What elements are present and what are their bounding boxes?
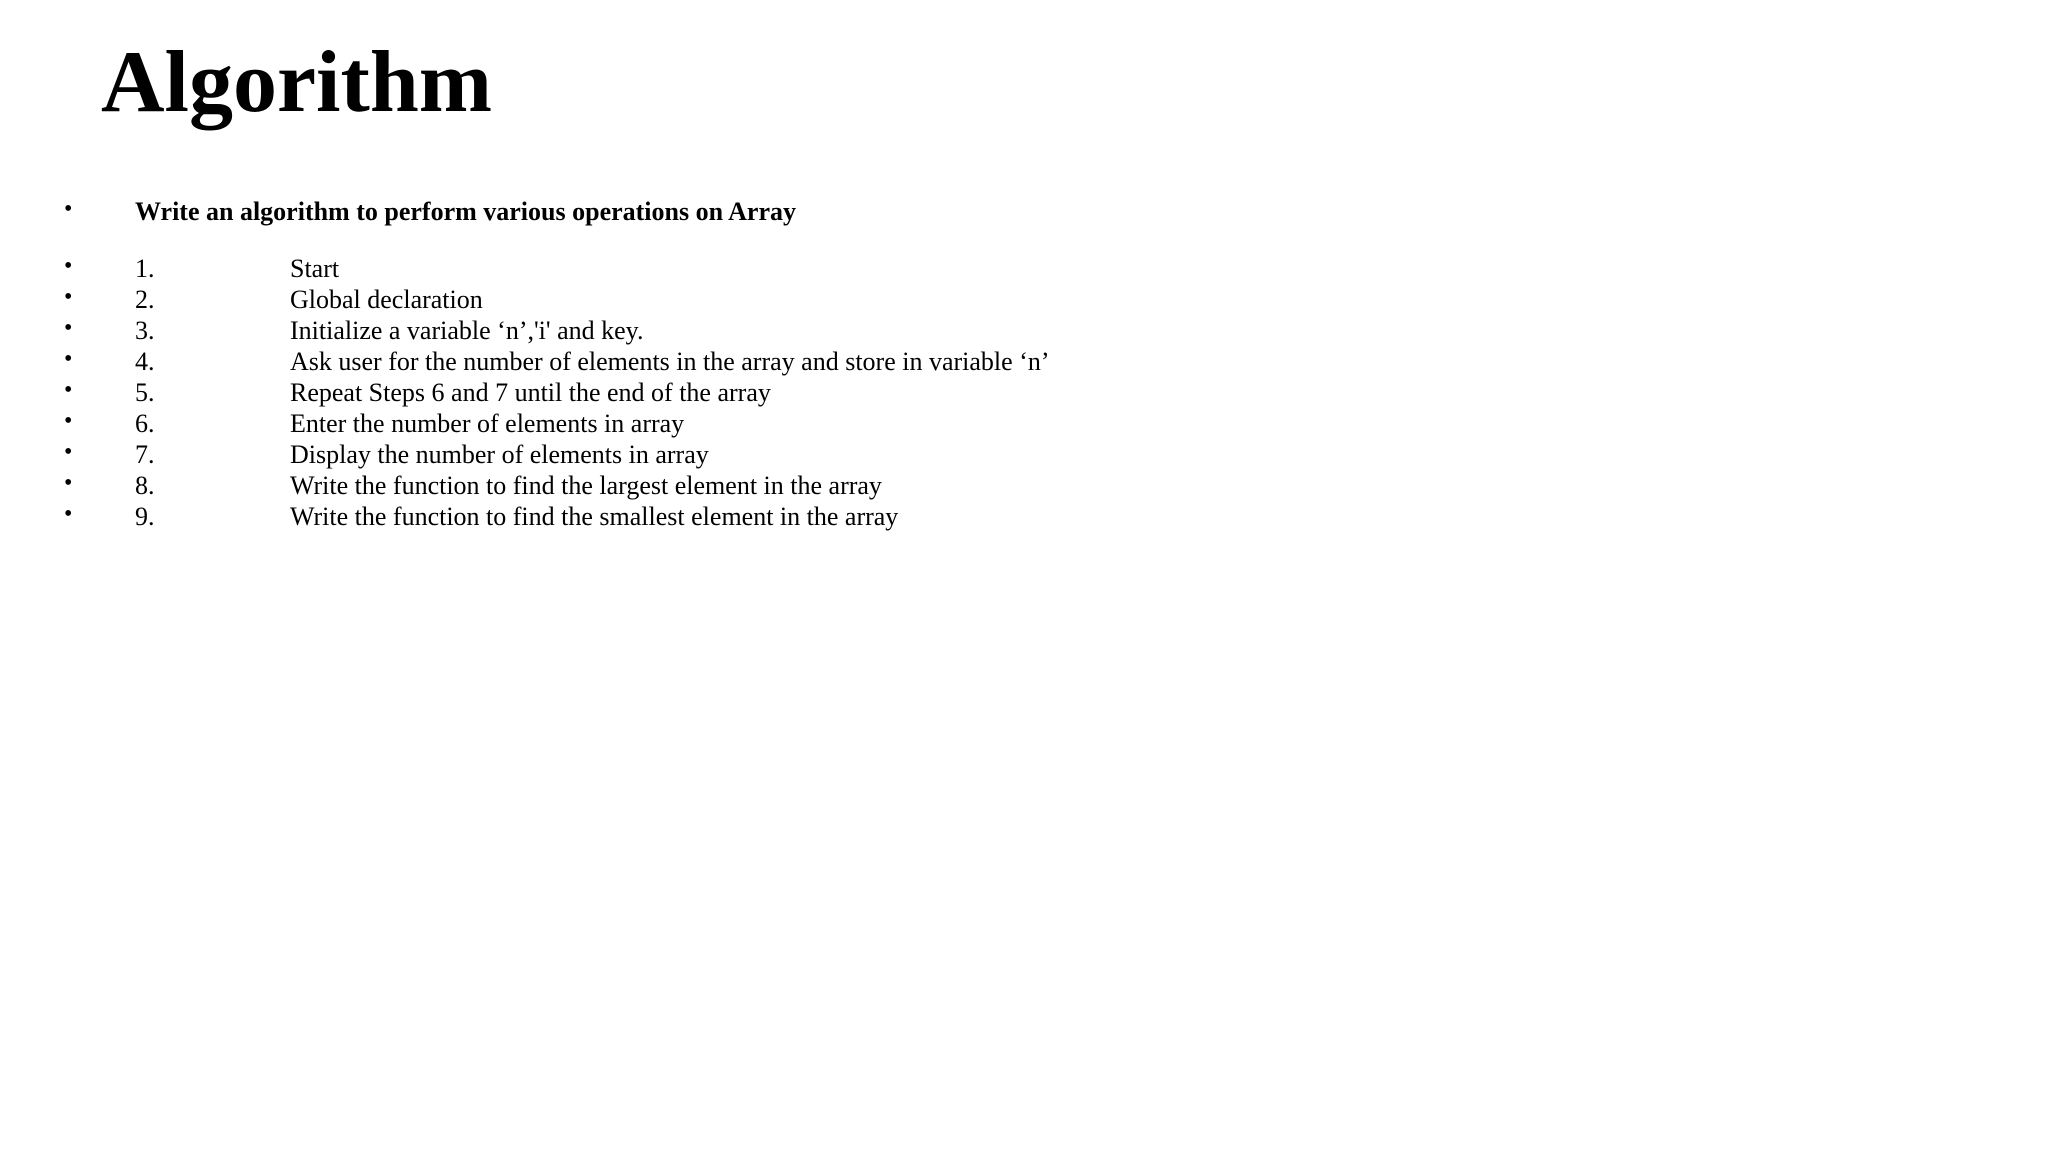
bullet-icon: • <box>64 377 73 403</box>
step-number: 6. <box>135 409 155 438</box>
step-text: Ask user for the number of elements in the array and store in variable ‘n’ <box>290 347 1050 376</box>
bullet-icon: • <box>64 253 73 279</box>
bullet-icon: • <box>64 196 73 222</box>
bullet-icon: • <box>64 315 73 341</box>
step-item <box>0 501 2048 532</box>
heading-item <box>0 196 2048 227</box>
step-item <box>0 470 2048 501</box>
step-text: Enter the number of elements in array <box>290 409 685 438</box>
step-number: 1. <box>135 254 155 283</box>
step-text: Display the number of elements in array <box>290 440 709 469</box>
step-number: 5. <box>135 378 155 407</box>
step-text: Repeat Steps 6 and 7 until the end of the array <box>290 378 771 407</box>
bullet-icon: • <box>64 439 73 465</box>
step-number: 3. <box>135 316 155 345</box>
bullet-icon: • <box>64 470 73 496</box>
list-heading: Write an algorithm to perform various operations on Array <box>135 197 796 226</box>
step-text: Global declaration <box>290 285 483 314</box>
bullet-icon: • <box>64 346 73 372</box>
bullet-icon: • <box>64 284 73 310</box>
slide-title: Algorithm <box>101 34 493 131</box>
step-text: Initialize a variable ‘n’,'i' and key. <box>290 316 644 345</box>
step-item <box>0 377 2048 408</box>
step-text: Write the function to find the largest element in the array <box>290 471 882 500</box>
step-item <box>0 253 2048 284</box>
step-item <box>0 346 2048 377</box>
bullet-icon: • <box>64 501 73 527</box>
step-text: Start <box>290 254 340 283</box>
step-number: 8. <box>135 471 155 500</box>
step-number: 2. <box>135 285 155 314</box>
step-text: Write the function to find the smallest element in the array <box>290 502 899 531</box>
step-number: 9. <box>135 502 155 531</box>
step-item <box>0 284 2048 315</box>
step-item <box>0 439 2048 470</box>
step-number: 7. <box>135 440 155 469</box>
step-item <box>0 408 2048 439</box>
bullet-icon: • <box>64 408 73 434</box>
step-number: 4. <box>135 347 155 376</box>
step-item <box>0 315 2048 346</box>
